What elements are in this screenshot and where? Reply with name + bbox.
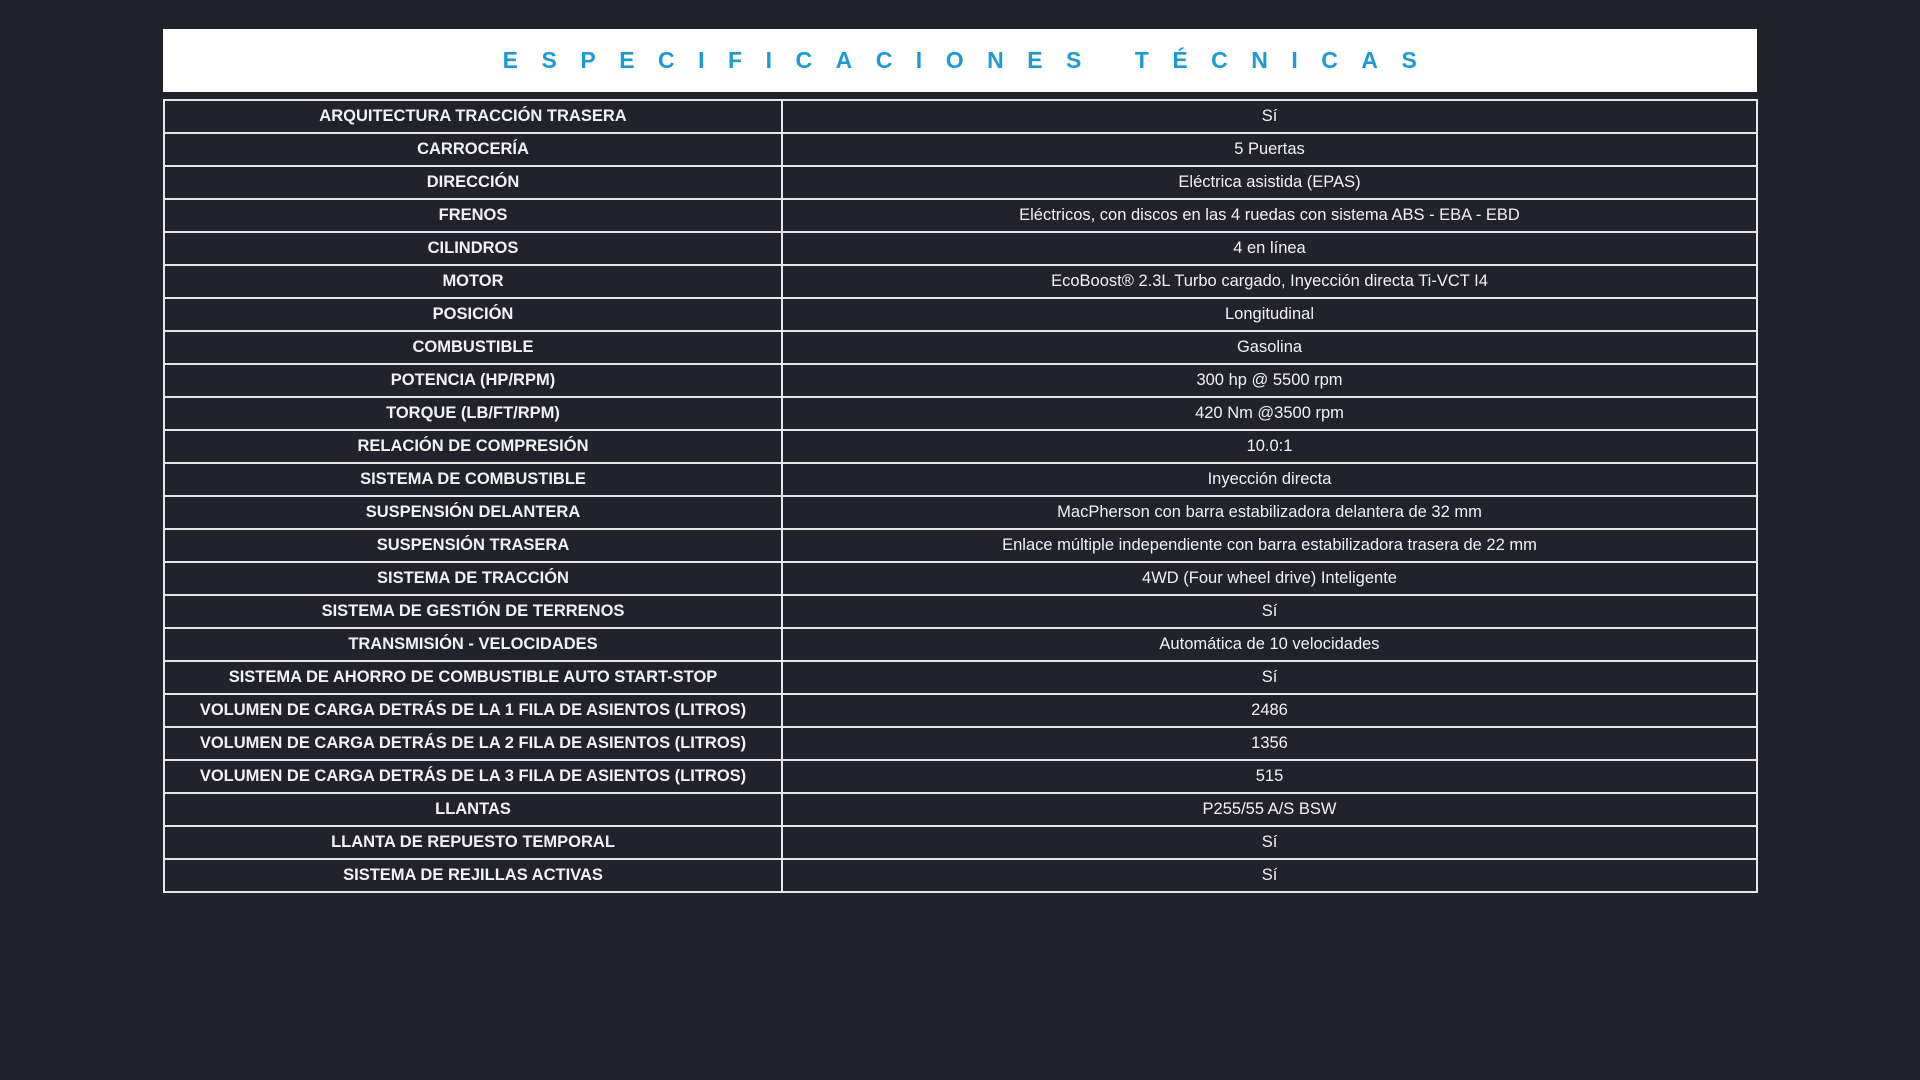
table-row (164, 727, 1757, 760)
table-row (164, 331, 1757, 364)
spec-label: LLANTA DE REPUESTO TEMPORAL (164, 826, 782, 859)
spec-value: 4 en línea (782, 232, 1757, 265)
table-row (164, 628, 1757, 661)
spec-label: SISTEMA DE REJILLAS ACTIVAS (164, 859, 782, 892)
spec-value: Sí (782, 100, 1757, 133)
spec-label: VOLUMEN DE CARGA DETRÁS DE LA 1 FILA DE ASIENTOS (LITROS) (164, 694, 782, 727)
table-row (164, 265, 1757, 298)
table-row (164, 232, 1757, 265)
spec-label: CILINDROS (164, 232, 782, 265)
spec-label: CARROCERÍA (164, 133, 782, 166)
spec-label: TRANSMISIÓN - VELOCIDADES (164, 628, 782, 661)
spec-value: 300 hp @ 5500 rpm (782, 364, 1757, 397)
spec-value: 2486 (782, 694, 1757, 727)
table-row (164, 100, 1757, 133)
spec-label: TORQUE (LB/FT/RPM) (164, 397, 782, 430)
spec-label: SUSPENSIÓN DELANTERA (164, 496, 782, 529)
table-row (164, 496, 1757, 529)
table-row (164, 694, 1757, 727)
spec-value: Inyección directa (782, 463, 1757, 496)
table-row (164, 133, 1757, 166)
spec-value: EcoBoost® 2.3L Turbo cargado, Inyección directa Ti-VCT I4 (782, 265, 1757, 298)
table-row (164, 166, 1757, 199)
table-row (164, 397, 1757, 430)
table-row (164, 298, 1757, 331)
spec-value: Sí (782, 595, 1757, 628)
spec-value: Eléctrica asistida (EPAS) (782, 166, 1757, 199)
table-row (164, 562, 1757, 595)
spec-value: Enlace múltiple independiente con barra estabilizadora trasera de 22 mm (782, 529, 1757, 562)
spec-value: Automática de 10 velocidades (782, 628, 1757, 661)
spec-value: P255/55 A/S BSW (782, 793, 1757, 826)
spec-value: MacPherson con barra estabilizadora delantera de 32 mm (782, 496, 1757, 529)
spec-label: DIRECCIÓN (164, 166, 782, 199)
table-row (164, 661, 1757, 694)
table-row (164, 529, 1757, 562)
table-row (164, 859, 1757, 892)
spec-value: Sí (782, 859, 1757, 892)
spec-label: POTENCIA (HP/RPM) (164, 364, 782, 397)
spec-label: SUSPENSIÓN TRASERA (164, 529, 782, 562)
spec-value: 1356 (782, 727, 1757, 760)
spec-value: 5 Puertas (782, 133, 1757, 166)
table-row (164, 595, 1757, 628)
specs-table-body (164, 100, 1757, 892)
spec-label: SISTEMA DE GESTIÓN DE TERRENOS (164, 595, 782, 628)
spec-value: 4WD (Four wheel drive) Inteligente (782, 562, 1757, 595)
table-row (164, 463, 1757, 496)
spec-label: ARQUITECTURA TRACCIÓN TRASERA (164, 100, 782, 133)
spec-label: SISTEMA DE AHORRO DE COMBUSTIBLE AUTO START-STOP (164, 661, 782, 694)
spec-label: SISTEMA DE COMBUSTIBLE (164, 463, 782, 496)
spec-value: 515 (782, 760, 1757, 793)
title-banner (163, 29, 1757, 92)
specs-table (163, 99, 1758, 893)
spec-value: 420 Nm @3500 rpm (782, 397, 1757, 430)
spec-label: VOLUMEN DE CARGA DETRÁS DE LA 3 FILA DE ASIENTOS (LITROS) (164, 760, 782, 793)
spec-label: RELACIÓN DE COMPRESIÓN (164, 430, 782, 463)
spec-label: VOLUMEN DE CARGA DETRÁS DE LA 2 FILA DE ASIENTOS (LITROS) (164, 727, 782, 760)
spec-value: Sí (782, 826, 1757, 859)
table-row (164, 826, 1757, 859)
spec-value: Longitudinal (782, 298, 1757, 331)
spec-label: FRENOS (164, 199, 782, 232)
table-row (164, 430, 1757, 463)
spec-value: Eléctricos, con discos en las 4 ruedas con sistema ABS - EBA - EBD (782, 199, 1757, 232)
spec-label: MOTOR (164, 265, 782, 298)
table-row (164, 364, 1757, 397)
page-title: ESPECIFICACIONES TÉCNICAS (502, 47, 1441, 73)
spec-label: SISTEMA DE TRACCIÓN (164, 562, 782, 595)
table-row (164, 793, 1757, 826)
spec-value: 10.0:1 (782, 430, 1757, 463)
spec-value: Sí (782, 661, 1757, 694)
spec-label: COMBUSTIBLE (164, 331, 782, 364)
table-row (164, 199, 1757, 232)
spec-value: Gasolina (782, 331, 1757, 364)
spec-label: POSICIÓN (164, 298, 782, 331)
table-row (164, 760, 1757, 793)
spec-label: LLANTAS (164, 793, 782, 826)
